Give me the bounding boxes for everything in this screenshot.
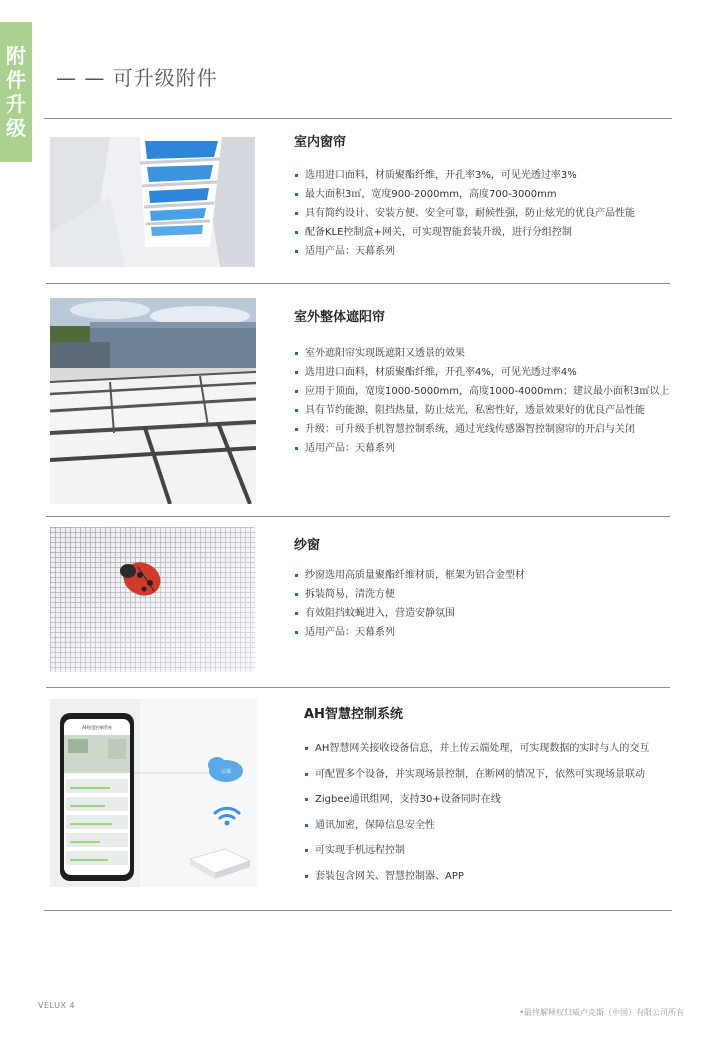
divider: [44, 118, 672, 119]
section-title: AH智慧控制系统: [304, 707, 403, 722]
footer-copyright: •最终解释权归威卢克斯（中国）有限公司所有: [519, 1008, 684, 1017]
divider: [44, 910, 672, 911]
phone-app-title: AH智慧控制系统: [82, 725, 112, 730]
divider: [46, 687, 670, 688]
list-item: 可实现手机远程控制: [304, 838, 684, 864]
side-tab-char: 级: [6, 116, 26, 140]
list-item: 选用进口面料，材质聚酯纤维，开孔率4%，可见光透过率4%: [294, 363, 684, 382]
list-item: 配备KLE控制盒+网关，可实现智能套装升级，进行分组控制: [294, 223, 684, 242]
smart-control-bullets: [304, 736, 684, 889]
section-side-tab: [0, 22, 32, 162]
section-title: 室内窗帘: [294, 135, 347, 150]
section-title: 室外整体遮阳帘: [294, 310, 386, 325]
list-item: 室外遮阳帘实现既遮阳又透景的效果: [294, 344, 684, 363]
divider: [46, 283, 670, 284]
list-item: 应用于顶面，宽度1000-5000mm，高度1000-4000mm；建议最小面积3㎡以上: [294, 382, 684, 401]
indoor-blind-photo: [50, 137, 255, 267]
list-item: 具有简约设计、安装方便、安全可靠，耐候性强，防止炫光的优良产品性能: [294, 204, 684, 223]
cloud-label: 云端: [220, 769, 231, 775]
list-item: AH智慧网关接收设备信息，并上传云端处理，可实现数据的实时与人的交互: [304, 736, 684, 762]
list-item: 可配置多个设备，并实现场景控制，在断网的情况下，依然可实现场景联动: [304, 762, 684, 788]
section-title: 纱窗: [294, 538, 321, 553]
insect-screen-photo: [50, 527, 255, 672]
smart-control-photo: [50, 699, 257, 887]
list-item: Zigbee通讯组网，支持30+设备同时在线: [304, 787, 684, 813]
list-item: 适用产品：天幕系列: [294, 623, 684, 642]
list-item: 具有节约能源，阻挡热量，防止炫光，私密性好，透景效果好的优良产品性能: [294, 401, 684, 420]
side-tab-char: 升: [6, 92, 26, 116]
side-tab-char: 件: [6, 68, 26, 92]
footer-page-number: VELUX 4: [38, 1001, 76, 1010]
divider: [46, 516, 670, 517]
indoor-blind-bullets: [294, 166, 684, 261]
list-item: 选用进口面料，材质聚酯纤维，开孔率3%，可见光透过率3%: [294, 166, 684, 185]
list-item: 最大面积3㎡，宽度900-2000mm，高度700-3000mm: [294, 185, 684, 204]
list-item: 纱窗选用高质量聚酯纤维材质，框架为铝合金型材: [294, 566, 684, 585]
side-tab-char: 附: [6, 44, 26, 68]
list-item: 通讯加密，保障信息安全性: [304, 813, 684, 839]
outdoor-awning-bullets: [294, 344, 684, 458]
page-title: — — 可升级附件: [56, 66, 218, 90]
list-item: 套装包含网关、智慧控制器、APP: [304, 864, 684, 890]
list-item: 升级：可升级手机智慧控制系统，通过光线传感器智控制窗帘的开启与关闭: [294, 420, 684, 439]
list-item: 适用产品：天幕系列: [294, 242, 684, 261]
outdoor-awning-photo: [50, 298, 256, 504]
insect-screen-bullets: [294, 566, 684, 642]
list-item: 拆装简易，清洗方便: [294, 585, 684, 604]
list-item: 有效阻挡蚊蝇进入，营造安静氛围: [294, 604, 684, 623]
list-item: 适用产品：天幕系列: [294, 439, 684, 458]
